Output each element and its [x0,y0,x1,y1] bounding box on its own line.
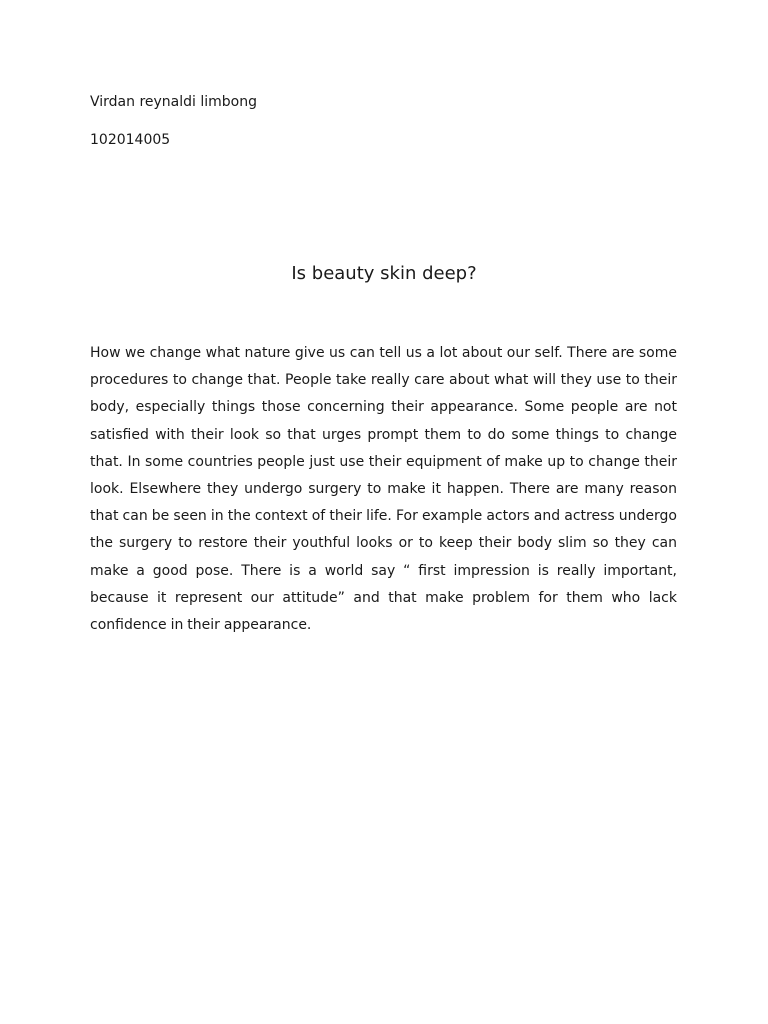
student-id: 102014005 [90,132,171,148]
author-name: Virdan reynaldi limbong [90,94,258,110]
essay-paragraph: How we change what nature give us can tell us a lot about our self. There are some procedures to change that. People take really care about what will they use to their body, especially things those concerning their appearance. Some people are not satisfied with their look so that urges prompt them to do some things to change that. In some countries people just use their equipment of make up to change their look. Elsewhere they undergo surgery to make it happen. There are many reason that can be seen in the context of their life. For example actors and actress undergo the surgery to restore their youthful looks or to keep their body slim so they can make a good pose. There is a world say “ first impression is really important, because it represent our attitude” and that make problem for them who lack confidence in their appearance. [90,345,677,634]
essay-title: Is beauty skin deep? [291,263,477,284]
